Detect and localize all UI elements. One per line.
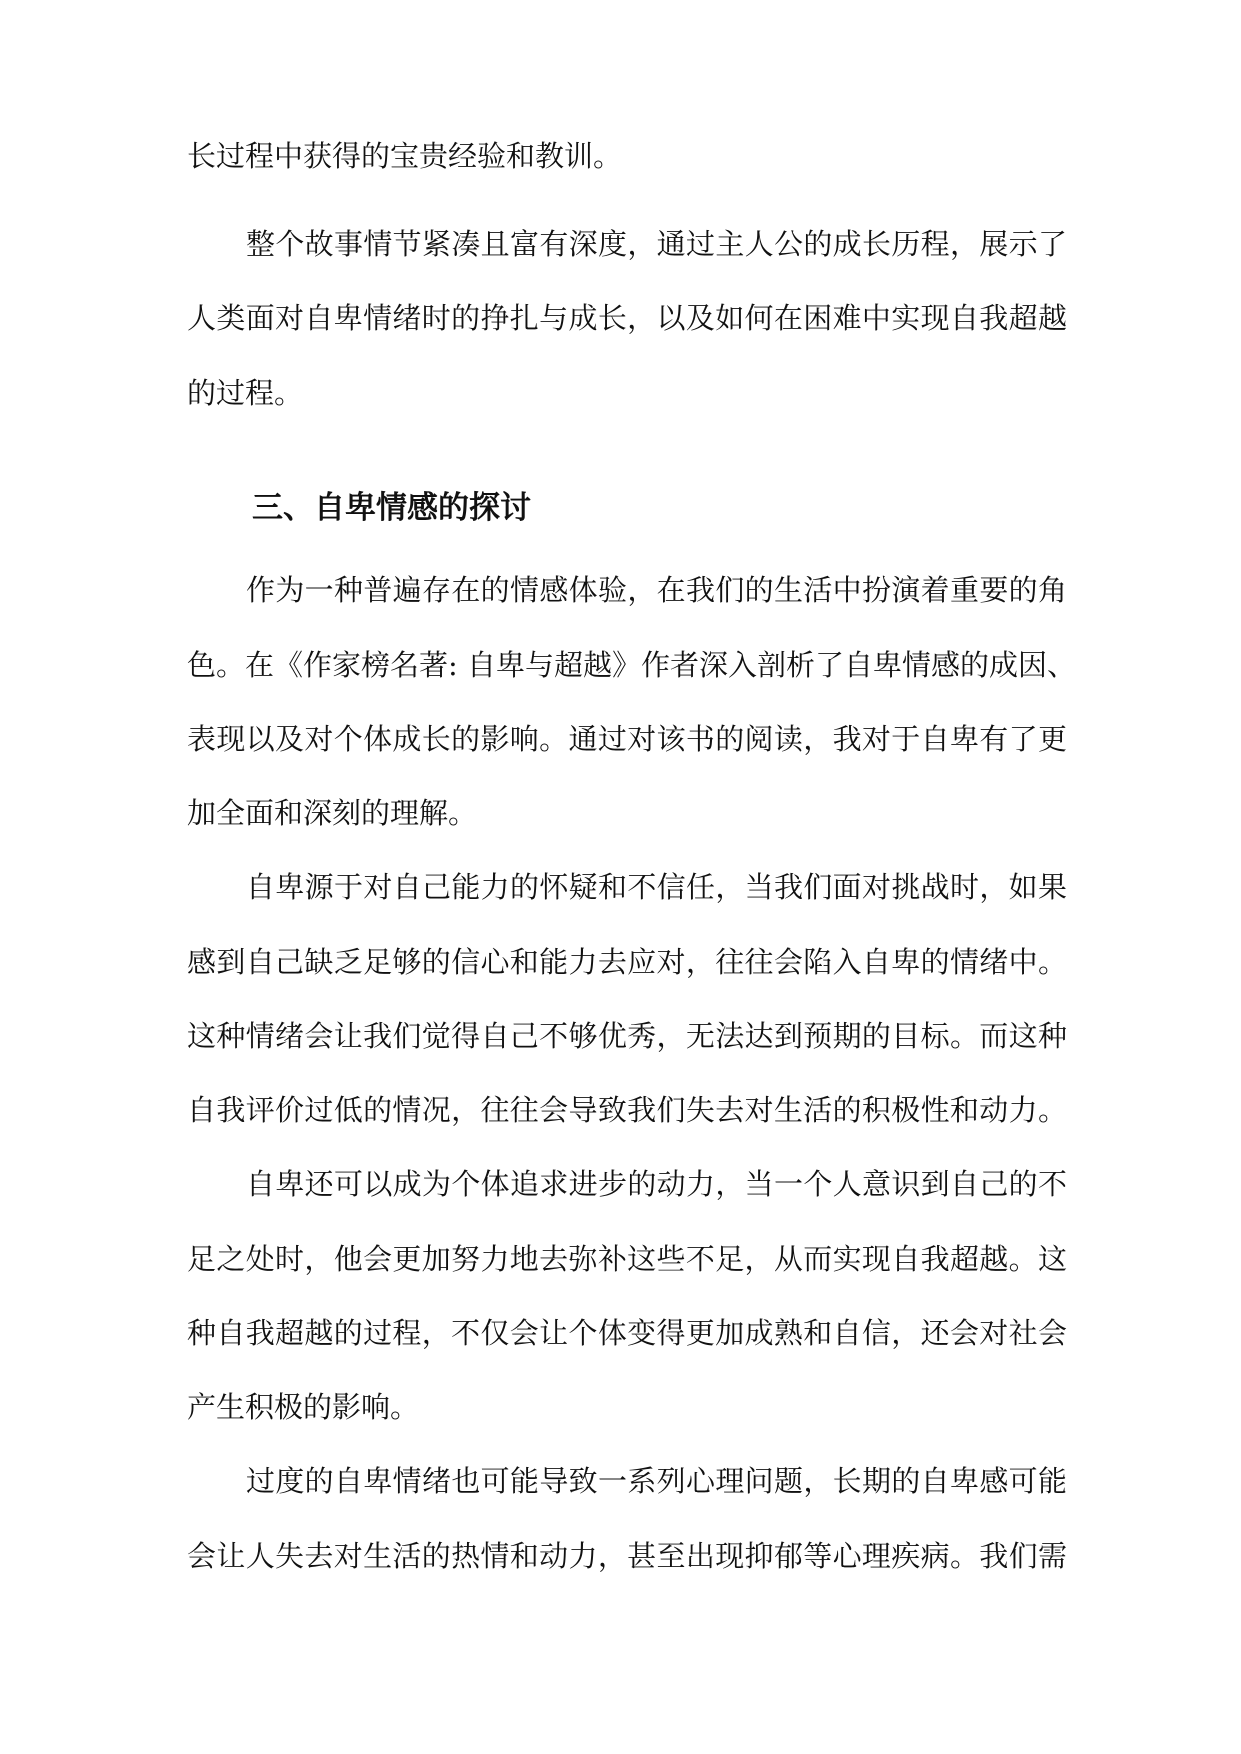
text-line: 足之处时，他会更加努力地去弥补这些不足，从而实现自我超越。这	[187, 1242, 1067, 1276]
text-line: 人类面对自卑情绪时的挣扎与成长，以及如何在困难中实现自我超越	[187, 301, 1067, 335]
text-line: 的过程。	[187, 376, 304, 410]
text-line: 种自我超越的过程，不仅会让个体变得更加成熟和自信，还会对社会	[187, 1316, 1067, 1350]
section-heading: 三、自卑情感的探讨	[252, 490, 531, 526]
text-line: 感到自己缺乏足够的信心和能力去应对，往往会陷入自卑的情绪中。	[187, 945, 1067, 979]
text-line: 自卑还可以成为个体追求进步的动力，当一个人意识到自己的不	[246, 1167, 1067, 1201]
text-line: 作为一种普遍存在的情感体验，在我们的生活中扮演着重要的角	[246, 573, 1067, 607]
text-line: 这种情绪会让我们觉得自己不够优秀，无法达到预期的目标。而这种	[187, 1019, 1067, 1053]
text-line: 长过程中获得的宝贵经验和教训。	[187, 139, 623, 173]
text-line: 色。在《作家榜名著: 自卑与超越》作者深入剖析了自卑情感的成因、	[187, 648, 1076, 682]
text-line: 加全面和深刻的理解。	[187, 796, 478, 830]
text-line: 过度的自卑情绪也可能导致一系列心理问题，长期的自卑感可能	[246, 1464, 1067, 1498]
text-line: 整个故事情节紧凑且富有深度，通过主人公的成长历程，展示了	[246, 227, 1067, 261]
text-line: 表现以及对个体成长的影响。通过对该书的阅读，我对于自卑有了更	[187, 722, 1067, 756]
text-line: 自我评价过低的情况，往往会导致我们失去对生活的积极性和动力。	[187, 1093, 1067, 1127]
text-line: 产生积极的影响。	[187, 1390, 420, 1424]
text-line: 自卑源于对自己能力的怀疑和不信任，当我们面对挑战时，如果	[246, 870, 1067, 904]
text-line: 会让人失去对生活的热情和动力，甚至出现抑郁等心理疾病。我们需	[187, 1539, 1067, 1573]
